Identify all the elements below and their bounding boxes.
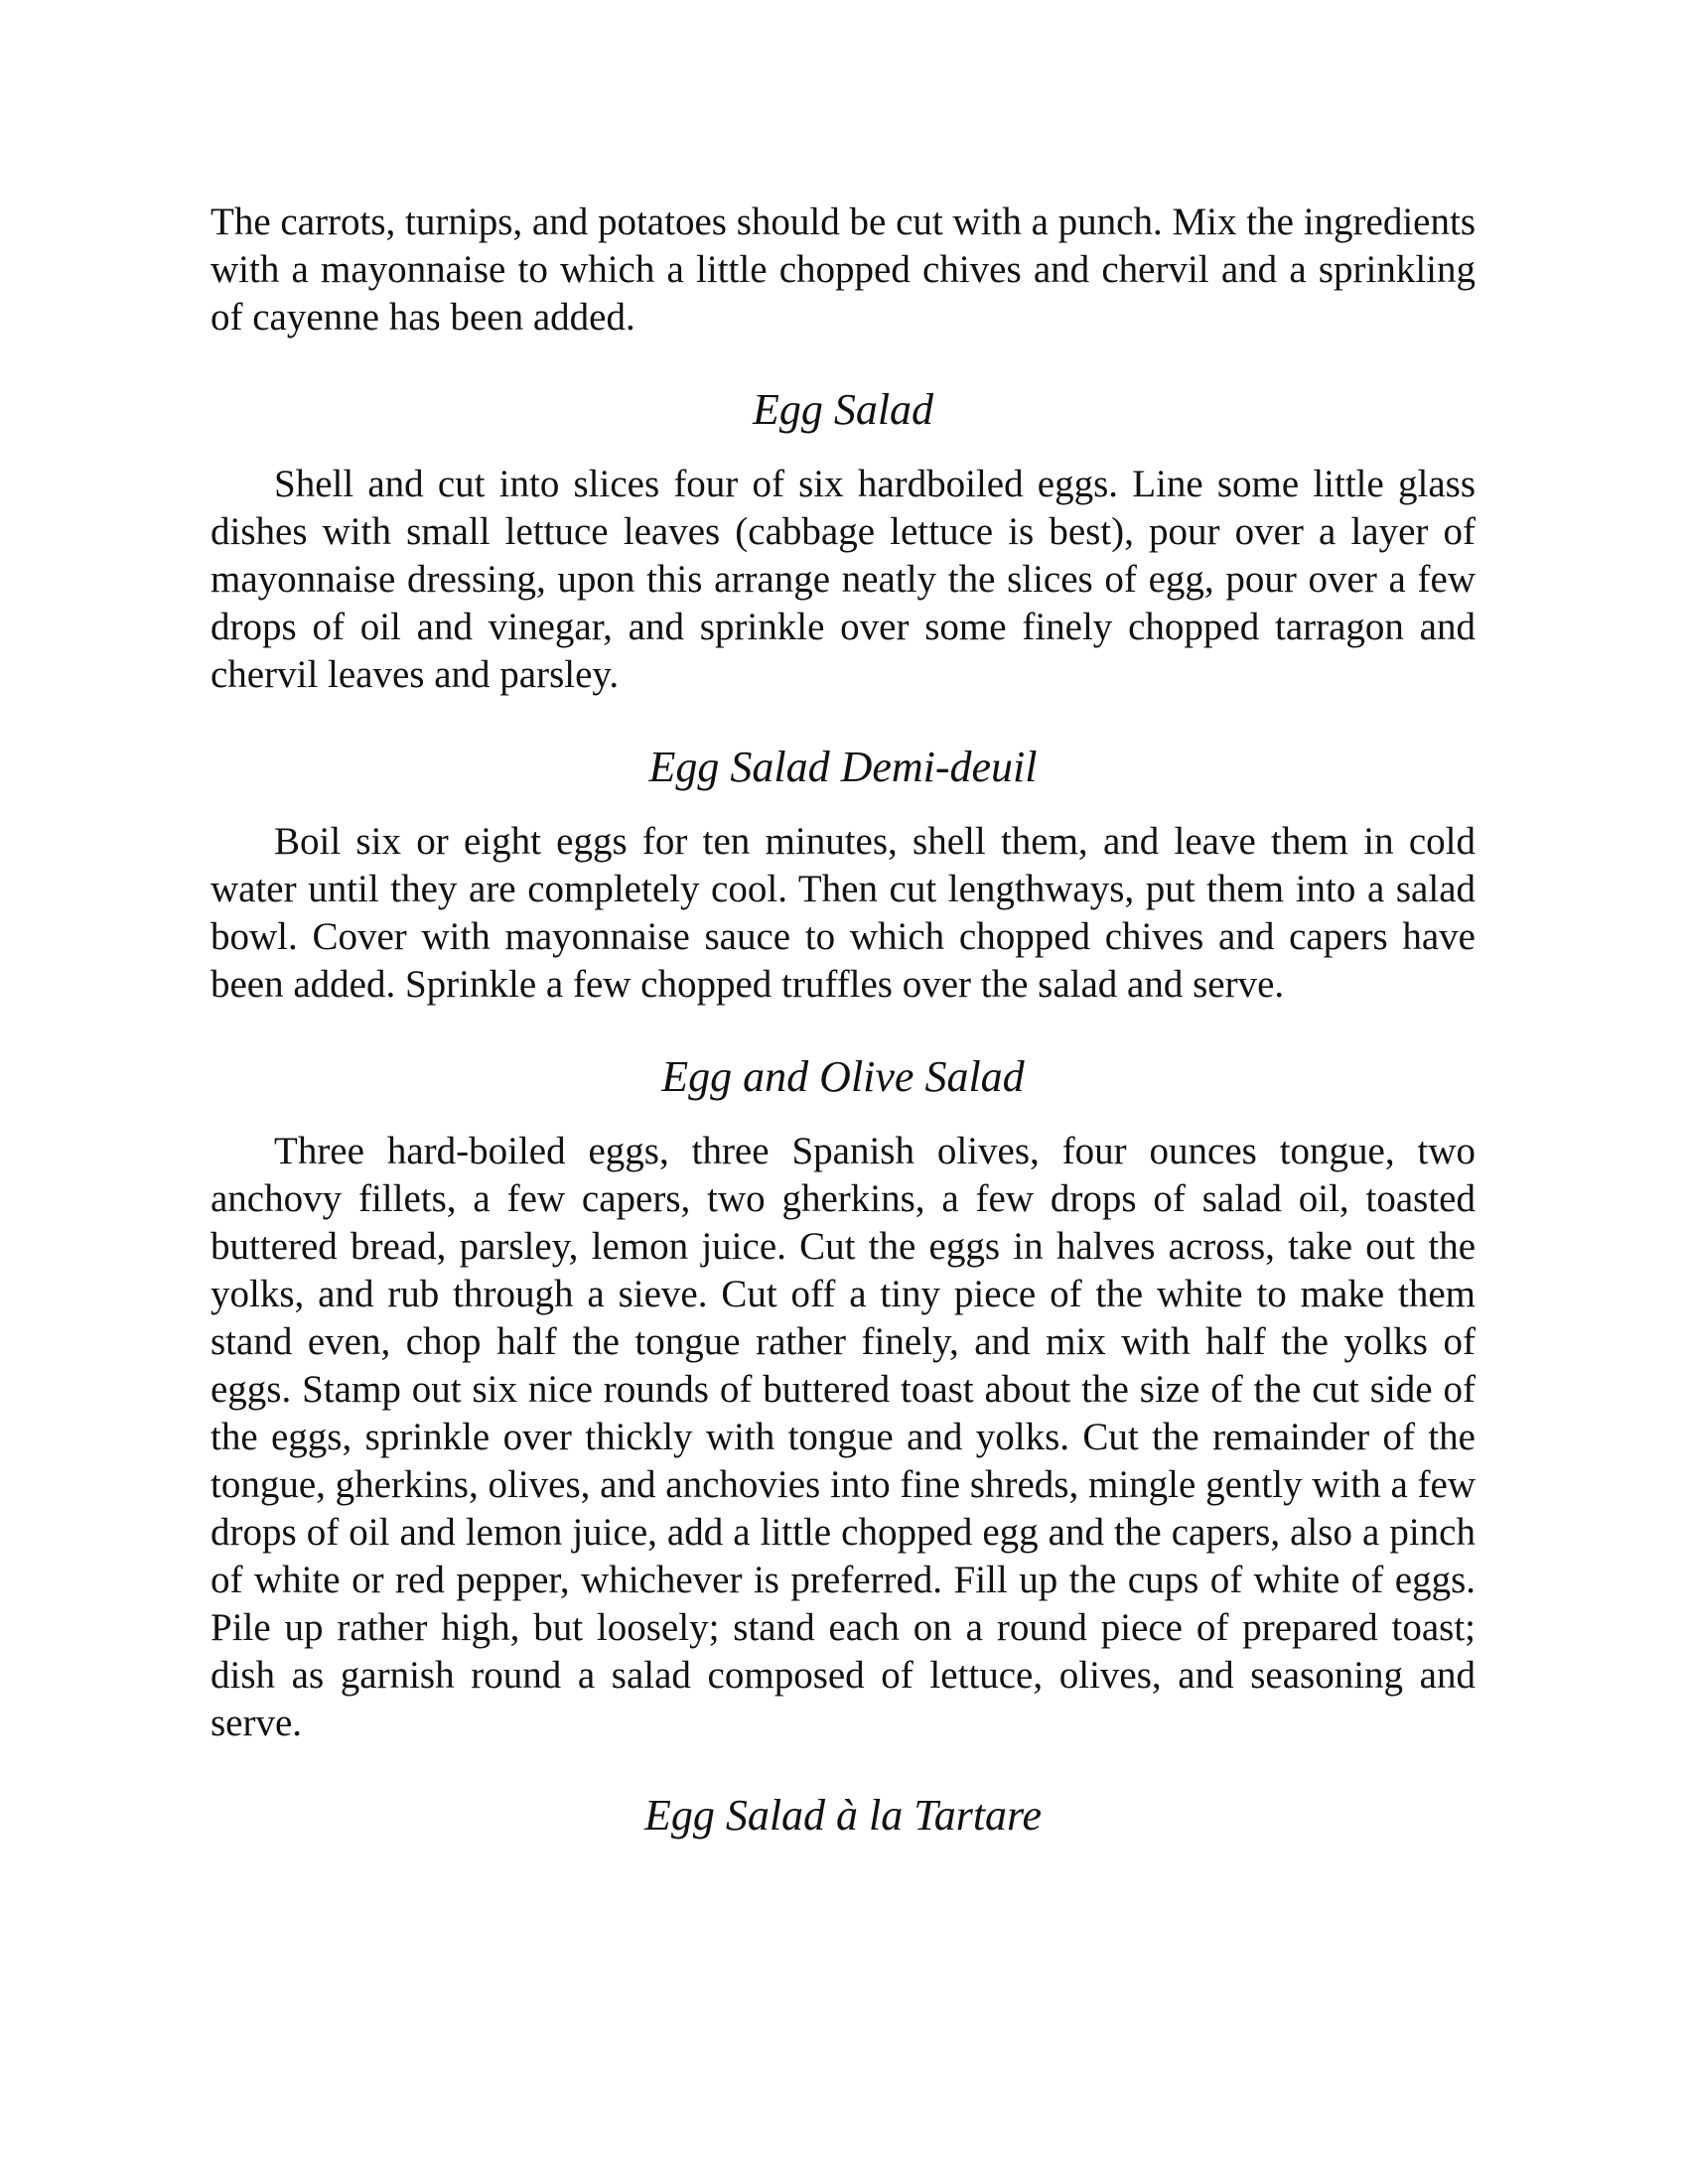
heading-egg-and-olive-salad: Egg and Olive Salad [661,1052,1025,1101]
heading-egg-salad-a-la-tartare: Egg Salad à la Tartare [643,1791,1043,1840]
heading-egg-salad-demi-deuil: Egg Salad Demi-deuil [648,743,1038,791]
paragraph-carrots-mayonnaise: The carrots, turnips, and potatoes should be cut with a punch. Mix the ingredients with a mayonnaise to which a little chopped chives and chervil and a sprinkling of cayenne has been added. [211,201,1476,339]
book-page [211,199,1476,1843]
heading-egg-salad: Egg Salad [752,385,934,434]
paragraph-egg-salad-demi-deuil: Boil six or eight eggs for ten minutes, shell them, and leave them in cold water until they are completely cool. Then cut lengthways, put them into a salad bowl. Cover with mayonnaise sauce to which chopped chives and capers have been added. Sprinkle a few chopped truffles over the salad and serve. [211,820,1476,1006]
paragraph-egg-and-olive-salad: Three hard-boiled eggs, three Spanish olives, four ounces tongue, two anchovy fillets, a few capers, two gherkins, a few drops of salad oil, toasted buttered bread, parsley, lemon juice. Cut the eggs in halves across, take out the yolks, and rub through a sieve. Cut off a tiny piece of the white to make them stand even, chop half the tongue rather finely, and mix with half the yolks of eggs. Stamp out six nice rounds of buttered toast about the size of the cut side of the eggs, sprinkle over thickly with tongue and yolks. Cut the remainder of the tongue, gherkins, olives, and anchovies into fine shreds, mingle gently with a few drops of oil and lemon juice, add a little chopped egg and the capers, also a pinch of white or red pepper, whichever is preferred. Fill up the cups of white of eggs. Pile up rather high, but loosely; stand each on a round piece of prepared toast; dish as garnish round a salad composed of lettuce, olives, and seasoning and serve. [211,1130,1476,1744]
paragraph-egg-salad: Shell and cut into slices four of six hardboiled eggs. Line some little glass dishes with small lettuce leaves (cabbage lettuce is best), pour over a layer of mayonnaise dressing, upon this arrange neatly the slices of egg, pour over a few drops of oil and vinegar, and sprinkle over some finely chopped tarragon and chervil leaves and parsley. [211,463,1476,696]
